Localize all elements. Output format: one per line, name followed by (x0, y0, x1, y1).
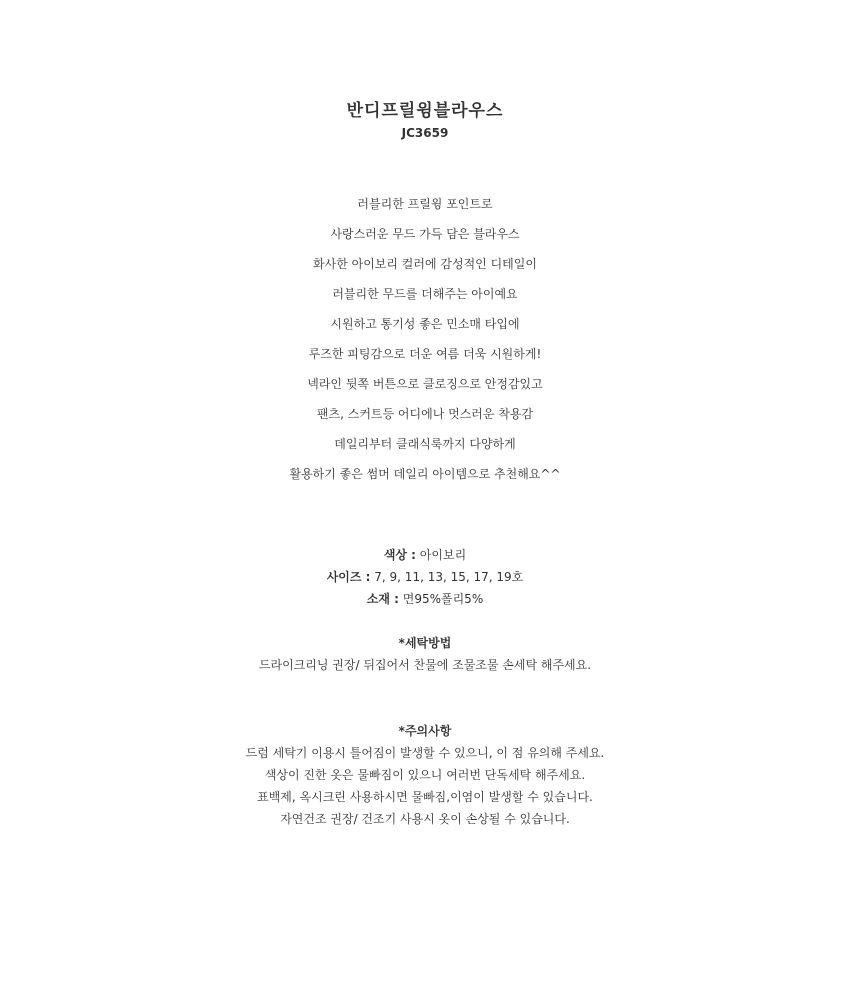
spec-color-label: 색상 : (383, 548, 416, 562)
caution-heading: *주의사항 (398, 724, 452, 738)
product-title: 반디프릴윙블라우스 (346, 101, 504, 121)
washing-text: 드라이크리닝 권장/ 뒤집어서 찬물에 조물조물 손세탁 해주세요. (258, 658, 592, 672)
spec-size (0, 566, 850, 588)
product-specs (0, 544, 850, 610)
spec-size-label: 사이즈 : (326, 570, 371, 584)
spec-color (0, 544, 850, 566)
caution-line: 표백제, 옥시크린 사용하시면 물빠짐,이염이 발생할 수 있습니다. (257, 790, 593, 804)
caution-line: 색상이 진한 옷은 물빠짐이 있으니 여러번 단독세탁 해주세요. (264, 768, 586, 782)
caution-line: 드럼 세탁기 이용시 틀어짐이 발생할 수 있으니, 이 점 유의해 주세요. (245, 746, 605, 760)
spec-color-value: 아이보리 (415, 548, 467, 562)
description-line: 팬츠, 스커트등 어디에나 멋스러운 착용감 (316, 407, 534, 421)
washing-section (0, 632, 850, 676)
description-line: 시원하고 통기성 좋은 민소매 타입에 (330, 317, 520, 331)
washing-heading: *세탁방법 (398, 636, 452, 650)
spec-material (0, 588, 850, 610)
caution-section (0, 720, 850, 830)
description-line: 넥라인 뒷쪽 버튼으로 클로징으로 안정감있고 (307, 377, 543, 391)
description-line: 러블리한 프릴윙 포인트로 (357, 197, 493, 211)
description-line: 화사한 아이보리 컬러에 감성적인 디테일이 (313, 257, 537, 271)
description-line: 사랑스러운 무드 가득 담은 블라우스 (330, 227, 520, 241)
spec-size-value: 7, 9, 11, 13, 15, 17, 19호 (370, 570, 524, 584)
description-line: 데일리부터 클래식룩까지 다양하게 (334, 437, 516, 451)
caution-line: 자연건조 권장/ 건조기 사용시 옷이 손상될 수 있습니다. (280, 812, 570, 826)
product-code: JC3659 (401, 126, 449, 140)
description-line: 러블리한 무드를 더해주는 아이예요 (332, 287, 518, 301)
spec-material-value: 면95%폴리5% (398, 592, 484, 606)
product-description (0, 194, 850, 494)
description-line: 활용하기 좋은 썸머 데일리 아이템으로 추천해요^^ (289, 467, 561, 481)
spec-material-label: 소재 : (366, 592, 399, 606)
description-line: 루즈한 피팅감으로 더운 여름 더욱 시원하게! (308, 347, 542, 361)
